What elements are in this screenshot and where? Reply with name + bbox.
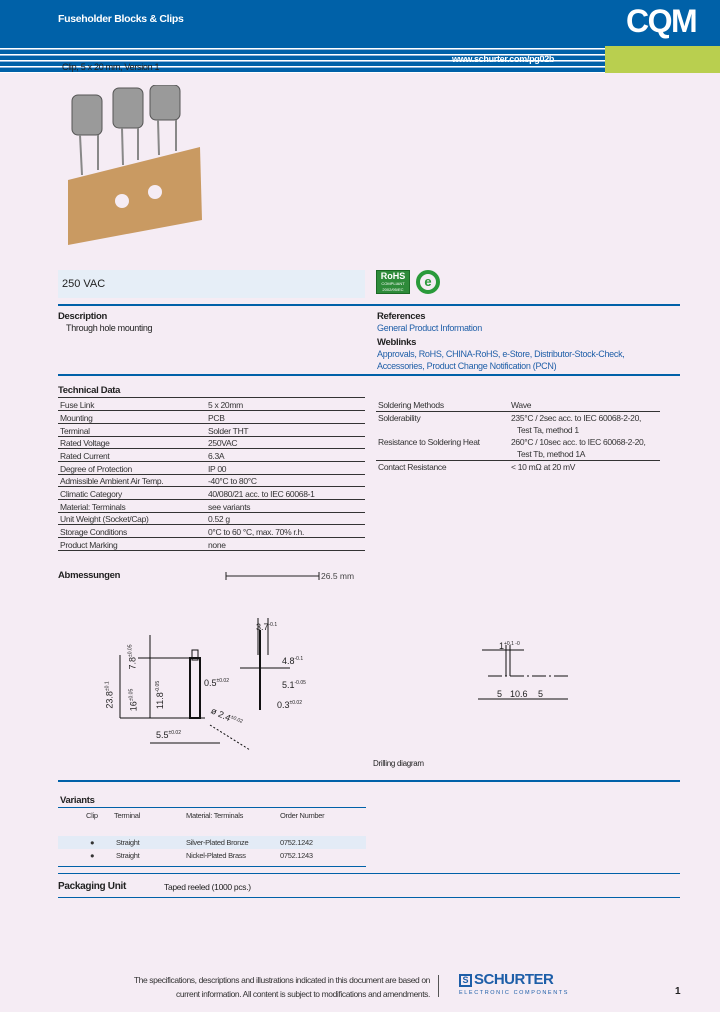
tech-row <box>376 399 660 412</box>
scale-bar <box>225 570 325 582</box>
tech-row <box>376 461 660 474</box>
spacing: 5 <box>538 689 544 699</box>
dim-label: $23.8^{\pm 0.1}$ <box>104 681 115 709</box>
packaging-value: Taped reeled (1000 pcs.) <box>164 882 251 892</box>
variant-order-number: 0752.1243 <box>280 851 313 860</box>
rohs-sub: COMPLIANT <box>381 281 405 286</box>
disclaimer-line2: current information. All content is subject to modifications and amendments. <box>175 989 430 999</box>
col-header: Material: Terminals <box>186 811 244 820</box>
description-item: Through hole mounting <box>66 323 153 333</box>
product-subtitle: Clip, 5 x 20 mm, Version 1 <box>62 62 160 72</box>
dimensions-title: Abmessungen <box>58 570 121 581</box>
brand-subtitle: ELECTRONIC COMPONENTS <box>459 990 569 996</box>
tech-label: Degree of Protection <box>58 461 208 474</box>
tech-label: Fuse Link <box>58 398 208 411</box>
dim-label: $11.8^{-0.05}$ <box>155 680 166 710</box>
divider <box>58 897 680 898</box>
description-title: Description <box>58 311 107 322</box>
dimension-drawing <box>90 610 370 750</box>
schurter-logo-icon: S <box>459 974 472 987</box>
variant-material: Silver-Plated Bronze <box>186 838 249 847</box>
tech-value: 260°C / 10sec acc. to IEC 60068-2-20, <box>511 437 646 447</box>
tech-value: 250VAC <box>208 436 365 449</box>
variants-table <box>58 809 366 862</box>
scale-label: 26.5 mm <box>321 571 355 581</box>
tech-label: Material: Terminals <box>58 500 208 513</box>
header-accent <box>605 46 720 73</box>
tech-row <box>58 512 365 525</box>
dim-label: $0.5^{\pm 0.02}$ <box>204 678 229 688</box>
website-link[interactable]: www.schurter.com/pg02b <box>452 54 555 64</box>
tech-label: Solderability <box>378 413 421 423</box>
variant-clip: ● <box>90 838 95 847</box>
tech-row <box>58 525 365 538</box>
tech-label: Mounting <box>58 411 208 424</box>
divider <box>58 807 366 808</box>
divider <box>58 866 366 867</box>
tech-value: 40/080/21 acc. to IEC 60068-1 <box>208 487 365 500</box>
brand-name: SCHURTER <box>474 971 554 988</box>
dim-label: $3.7^{-0.1}$ <box>256 622 278 632</box>
disclaimer <box>58 973 430 1001</box>
variants-title: Variants <box>60 795 95 806</box>
tech-value: 235°C / 2sec acc. to IEC 60068-2-20, <box>511 413 642 423</box>
divider <box>58 374 680 376</box>
tech-value: 0°C to 60 °C, max. 70% r.h. <box>208 525 365 538</box>
china-rohs-icon: e <box>416 270 440 294</box>
dim-label: ø $2.4^{\pm 0.02}$ <box>209 705 244 725</box>
technical-data-right <box>376 399 660 473</box>
tech-label: Storage Conditions <box>58 525 208 538</box>
tech-value: Test Ta, method 1 <box>517 425 579 435</box>
dim-label: $16^{\pm 0.05}$ <box>128 688 139 712</box>
tech-label: Contact Resistance <box>378 462 447 472</box>
weblinks-line2[interactable]: Accessories, Product Change Notification (PCN) <box>377 361 557 371</box>
disclaimer-line1: The specifications, descriptions and illustrations indicated in this document are based on <box>133 975 430 985</box>
rohs-text: RoHS <box>380 271 406 281</box>
technical-data-left <box>58 398 365 551</box>
variant-clip: ● <box>90 851 95 860</box>
col-header: Order Number <box>280 811 325 820</box>
tech-row <box>58 436 365 449</box>
variant-terminal: Straight <box>116 851 140 860</box>
spacing: 5 <box>497 689 503 699</box>
drilling-drawing <box>478 640 568 710</box>
tech-value: IP 00 <box>208 461 365 474</box>
divider <box>58 780 680 782</box>
tech-value: 6.3A <box>208 449 365 462</box>
product-photo <box>60 85 250 245</box>
tech-row <box>58 487 365 500</box>
col-header: Clip <box>86 811 98 820</box>
drilling-caption: Drilling diagram <box>373 759 424 768</box>
technical-data-title: Technical Data <box>58 385 121 396</box>
tech-row <box>58 411 365 424</box>
tech-row <box>58 449 365 462</box>
tech-row <box>376 412 660 437</box>
tech-value: -40°C to 80°C <box>208 474 365 487</box>
weblinks-line1[interactable]: Approvals, RoHS, CHINA-RoHS, e-Store, Distributor-Stock-Check, <box>377 349 625 359</box>
tech-label: Product Marking <box>58 538 208 551</box>
variants-header <box>58 809 366 822</box>
general-product-info-link[interactable]: General Product Information <box>377 323 482 333</box>
hole-diameter: $1^{+0.1 -0}$ <box>499 641 520 651</box>
divider <box>58 873 680 874</box>
tech-value: 5 x 20mm <box>208 398 365 411</box>
tech-row <box>58 500 365 513</box>
variant-order-number: 0752.1242 <box>280 838 313 847</box>
tech-value: PCB <box>208 411 365 424</box>
tech-label: Rated Voltage <box>58 436 208 449</box>
rohs-dir: 2002/95/EC <box>382 287 404 292</box>
tech-row <box>58 423 365 436</box>
tech-value: 0.52 g <box>208 512 365 525</box>
variant-row <box>58 849 366 862</box>
dim-label: $4.8^{-0.1}$ <box>282 656 304 666</box>
tech-label: Resistance to Soldering Heat <box>376 436 509 461</box>
tech-value: Test Tb, method 1A <box>517 449 586 459</box>
tech-value: < 10 mΩ at 20 mV <box>511 462 576 472</box>
rohs-badge <box>376 270 410 294</box>
col-header: Terminal <box>114 811 140 820</box>
product-name: CQM <box>626 3 697 39</box>
tech-label: Soldering Methods <box>376 399 509 412</box>
dim-label: $5.5^{\pm 0.02}$ <box>156 730 181 740</box>
variant-material: Nickel-Plated Brass <box>186 851 246 860</box>
packaging-title: Packaging Unit <box>58 881 127 892</box>
tech-row <box>376 436 660 461</box>
tech-label: Unit Weight (Socket/Cap) <box>58 512 208 525</box>
divider <box>438 975 439 997</box>
tech-label: Climatic Category <box>58 487 208 500</box>
references-title: References <box>377 311 426 322</box>
tech-row <box>58 538 365 551</box>
dim-label: $7.8^{\pm 0.05}$ <box>127 644 138 670</box>
tech-value: Wave <box>511 400 532 410</box>
tech-value: none <box>208 538 365 551</box>
tech-row <box>58 461 365 474</box>
tech-row <box>58 398 365 411</box>
tech-label: Admissible Ambient Air Temp. <box>58 474 208 487</box>
divider <box>58 304 680 306</box>
dim-label: $5.1^{-0.05}$ <box>282 680 306 690</box>
variant-row <box>58 836 366 849</box>
weblinks-title: Weblinks <box>377 337 417 348</box>
category-title: Fuseholder Blocks & Clips <box>58 13 184 25</box>
rated-voltage: 250 VAC <box>62 278 106 290</box>
tech-value: see variants <box>208 500 365 513</box>
dim-label: $0.3^{\pm 0.02}$ <box>277 700 302 710</box>
spacing: 10.6 <box>510 689 528 699</box>
tech-label: Terminal <box>58 423 208 436</box>
tech-row <box>58 474 365 487</box>
page-number: 1 <box>675 986 681 997</box>
tech-label: Rated Current <box>58 449 208 462</box>
variant-terminal: Straight <box>116 838 140 847</box>
tech-value: Solder THT <box>208 423 365 436</box>
